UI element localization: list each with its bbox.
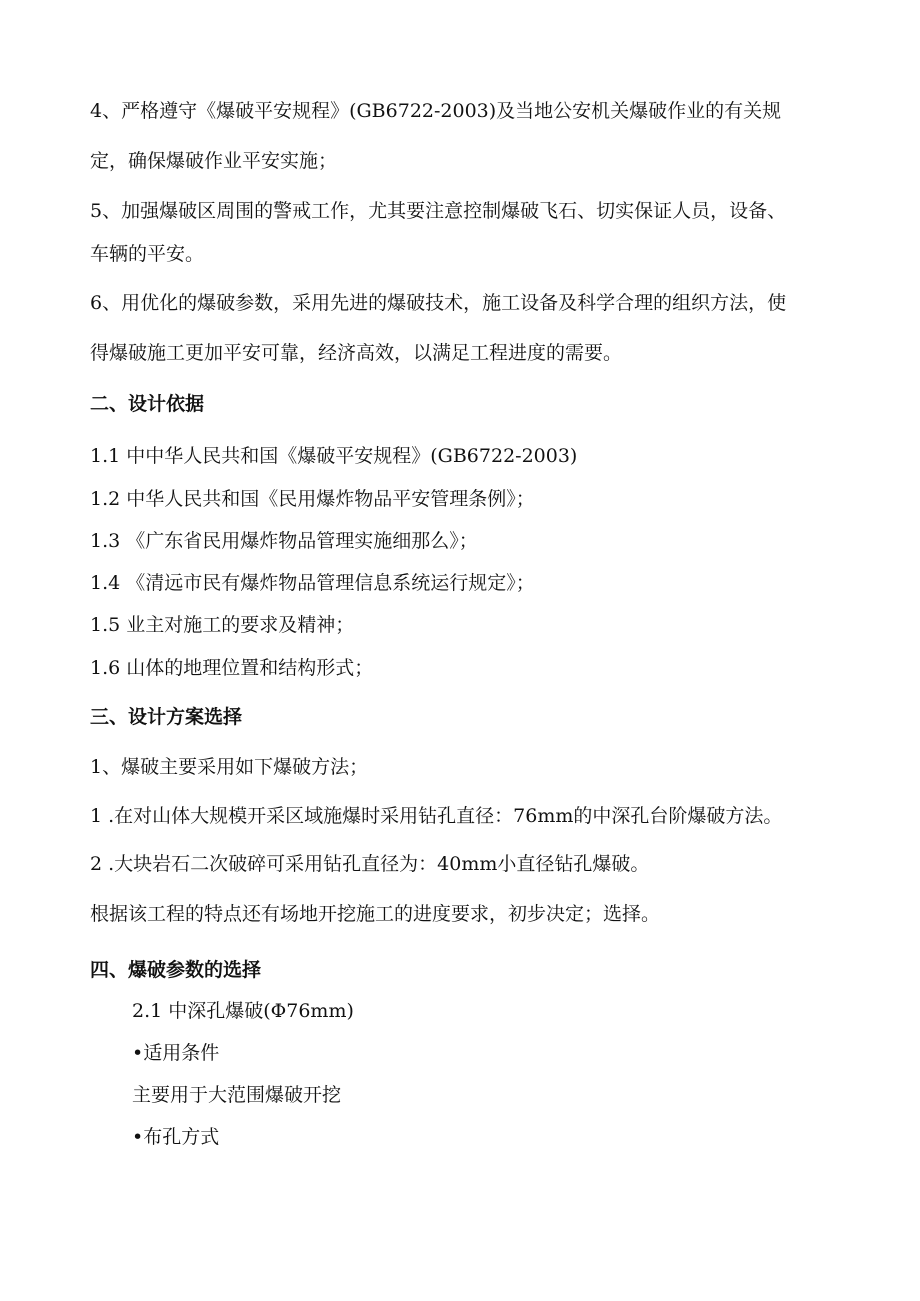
design-basis-item: 1.2 中华人民共和国《民用爆炸物品平安管理条例》； — [90, 488, 535, 510]
applicable-conditions-bullet: •适用条件 — [132, 1042, 220, 1064]
section2-heading: 二、设计依据 — [90, 393, 205, 415]
intro-item-4-line2: 定，确保爆破作业平安实施； — [90, 150, 338, 172]
intro-item-6-line2: 得爆破施工更加平安可靠，经济高效，以满足工程进度的需要。 — [90, 342, 623, 364]
section3-heading: 三、设计方案选择 — [90, 706, 243, 728]
design-basis-item: 1.6 山体的地理位置和结构形式； — [90, 657, 374, 679]
intro-item-5-line1: 5、加强爆破区周围的警戒工作，尤其要注意控制爆破飞石、切实保证人员，设备、 — [90, 200, 787, 222]
hole-layout-bullet: •布孔方式 — [132, 1126, 220, 1148]
intro-item-6-line1: 6、用优化的爆破参数，采用先进的爆破技术，施工设备及科学合理的组织方法，使 — [90, 292, 787, 314]
blasting-method-item: 2 .大块岩石二次破碎可采用钻孔直径为：40mm小直径钻孔爆破。 — [90, 853, 650, 875]
intro-item-5-line2: 车辆的平安。 — [90, 243, 205, 265]
section3-conclusion: 根据该工程的特点还有场地开挖施工的进度要求，初步决定；选择。 — [90, 903, 661, 925]
design-basis-item: 1.3 《广东省民用爆炸物品管理实施细那么》； — [90, 530, 478, 552]
applicable-conditions-text: 主要用于大范围爆破开挖 — [132, 1084, 342, 1106]
design-basis-item: 1.1 中中华人民共和国《爆破平安规程》(GB6722-2003) — [90, 445, 578, 467]
section4-heading: 四、爆破参数的选择 — [90, 959, 262, 981]
intro-item-4-line1: 4、严格遵守《爆破平安规程》(GB6722-2003)及当地公安机关爆破作业的有关规 — [90, 100, 782, 122]
design-basis-item: 1.4 《清远市民有爆炸物品管理信息系统运行规定》； — [90, 572, 535, 594]
design-basis-item: 1.5 业主对施工的要求及精神； — [90, 614, 355, 636]
section3-lead: 1、爆破主要采用如下爆破方法； — [90, 756, 369, 778]
section4-subheading: 2.1 中深孔爆破(Φ76mm) — [132, 1000, 354, 1022]
blasting-method-item: 1 .在对山体大规模开采区域施爆时采用钻孔直径：76mm的中深孔台阶爆破方法。 — [90, 805, 783, 827]
